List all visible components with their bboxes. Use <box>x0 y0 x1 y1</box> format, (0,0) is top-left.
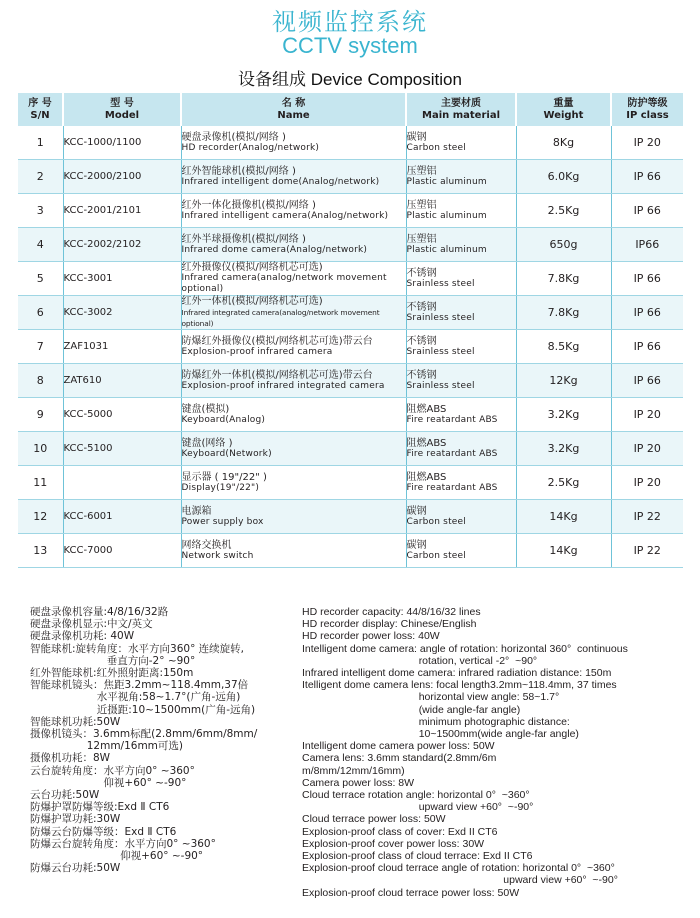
table-row <box>18 194 683 228</box>
material-en: Srainless steel <box>406 278 475 289</box>
page-title-cn: 视频监控系统 <box>272 8 428 36</box>
material-cn: 压塑铝 <box>406 233 437 245</box>
note-line: 防爆云台功耗:50W <box>30 862 121 875</box>
note-line: 硬盘录像机容量:4/8/16/32路 <box>30 606 169 618</box>
cell-weight: 14Kg <box>516 534 611 568</box>
cell-name <box>181 398 406 432</box>
note-line: 12mm/16mm可选) <box>30 740 184 753</box>
cell-material <box>406 466 516 500</box>
note-line: 防爆云台防爆等级：Exd Ⅱ CT6 <box>30 825 177 838</box>
name-cn: 防爆红外摄像仪(模拟/网络机芯可选)带云台 <box>181 335 373 347</box>
material-en: Srainless steel <box>406 346 475 357</box>
name-en: Network switch <box>181 550 254 561</box>
note-line: minimum photographic distance: <box>302 715 570 728</box>
note-line: Explosion-proof cloud terrace power loss: 50W <box>302 886 520 899</box>
cell-weight: 7.8Kg <box>516 262 611 296</box>
cell-weight: 6.0Kg <box>516 160 611 194</box>
cell-ip-class: IP 20 <box>611 398 683 432</box>
cell-model: KCC-3002 <box>63 296 181 330</box>
header-weight: 重量 Weight <box>516 93 611 126</box>
cell-model: KCC-7000 <box>63 534 181 568</box>
table-row <box>18 398 683 432</box>
material-cn: 不锈钢 <box>406 267 437 279</box>
cell-material <box>406 228 516 262</box>
material-cn: 碳钢 <box>406 539 427 551</box>
cell-ip-class: IP 20 <box>611 126 683 160</box>
cell-material <box>406 500 516 534</box>
cell-material <box>406 126 516 160</box>
name-cn: 电源箱 <box>181 505 212 517</box>
cell-name <box>181 500 406 534</box>
cell-model: KCC-2002/2102 <box>63 228 181 262</box>
cell-weight: 2.5Kg <box>516 466 611 500</box>
note-line: 红外智能球机:红外照射距离:150m <box>30 667 194 680</box>
cell-name <box>181 194 406 228</box>
name-en: Infrared camera(analog/network movement optional) <box>181 273 387 294</box>
note-line: horizontal view angle: 58~1.7° <box>302 691 560 704</box>
cell-ip-class: IP 66 <box>611 194 683 228</box>
name-en: Keyboard(Network) <box>181 448 272 459</box>
name-cn: 红外摄像仪(模拟/网络机芯可选) <box>181 262 323 273</box>
name-en: Infrared intelligent camera(Analog/network) <box>181 210 389 221</box>
material-en: Srainless steel <box>406 312 475 323</box>
cell-ip-class: IP 22 <box>611 500 683 534</box>
note-line: Explosion-proof class of cover: Exd II CT6 <box>302 825 498 838</box>
cell-material <box>406 160 516 194</box>
table-row <box>18 466 683 500</box>
note-line: Intelligent dome camera: angle of rotation: horizontal 360° continuous <box>302 642 628 655</box>
table-row <box>18 534 683 568</box>
cell-weight: 3.2Kg <box>516 432 611 466</box>
cell-name <box>181 466 406 500</box>
cell-material <box>406 432 516 466</box>
cell-model <box>63 466 181 500</box>
table-row <box>18 364 683 398</box>
material-en: Plastic aluminum <box>406 176 487 187</box>
cell-material <box>406 194 516 228</box>
material-cn: 压塑铝 <box>406 165 437 177</box>
material-en: Carbon steel <box>406 516 466 527</box>
note-line: m/8mm/12mm/16mm) <box>302 764 405 777</box>
note-line: 防爆护罩功耗:30W <box>30 813 121 826</box>
material-cn: 阻燃ABS <box>406 471 447 483</box>
cell-ip-class: IP 66 <box>611 296 683 330</box>
device-composition-table <box>18 93 683 568</box>
note-line: 智能球机功耗:50W <box>30 715 121 728</box>
cell-ip-class: IP66 <box>611 228 683 262</box>
cell-weight: 650g <box>516 228 611 262</box>
note-line: HD recorder display: Chinese/English <box>302 618 477 631</box>
material-en: Fire reatardant ABS <box>406 414 498 425</box>
material-en: Srainless steel <box>406 380 475 391</box>
note-line: Camera lens: 3.6mm standard(2.8mm/6m <box>302 752 497 765</box>
note-line: 智能球机:旋转角度：水平方向360° 连续旋转, <box>30 642 245 655</box>
cell-material <box>406 330 516 364</box>
cell-ip-class: IP 20 <box>611 432 683 466</box>
note-line: 云台旋转角度：水平方向0° ~360° <box>30 764 195 777</box>
note-line: 硬盘录像机显示:中文/英文 <box>30 618 153 631</box>
cell-ip-class: IP 22 <box>611 534 683 568</box>
cell-material <box>406 296 516 330</box>
cell-name <box>181 364 406 398</box>
cell-sn: 6 <box>18 296 63 330</box>
cell-sn: 2 <box>18 160 63 194</box>
cell-sn: 13 <box>18 534 63 568</box>
cell-model: KCC-5100 <box>63 432 181 466</box>
cell-weight: 2.5Kg <box>516 194 611 228</box>
cell-material <box>406 398 516 432</box>
note-line: 硬盘录像机功耗: 40W <box>30 630 135 643</box>
cell-sn: 3 <box>18 194 63 228</box>
cell-weight: 3.2Kg <box>516 398 611 432</box>
note-line: (wide angle-far angle) <box>302 703 521 716</box>
cell-ip-class: IP 20 <box>611 466 683 500</box>
material-cn: 阻燃ABS <box>406 437 447 449</box>
name-cn: 网络交换机 <box>181 539 232 551</box>
note-line: 防爆云台旋转角度：水平方向0° ~360° <box>30 837 216 850</box>
material-cn: 阻燃ABS <box>406 403 447 415</box>
page-title-en: CCTV system <box>282 33 418 58</box>
material-en: Carbon steel <box>406 142 466 153</box>
notes-chinese <box>30 606 300 874</box>
material-cn: 碳钢 <box>406 131 427 143</box>
header-material: 主要材质 Main material <box>406 93 516 126</box>
material-cn: 碳钢 <box>406 505 427 517</box>
cell-model: KCC-3001 <box>63 262 181 296</box>
cell-name <box>181 228 406 262</box>
table-row <box>18 228 683 262</box>
material-cn: 不锈钢 <box>406 301 437 313</box>
table-row <box>18 432 683 466</box>
name-en: Power supply box <box>181 516 264 527</box>
cell-model: KCC-6001 <box>63 500 181 534</box>
cell-weight: 14Kg <box>516 500 611 534</box>
material-cn: 压塑铝 <box>406 199 437 211</box>
name-en: Explosion-proof infrared camera <box>181 346 333 357</box>
cell-model: KCC-5000 <box>63 398 181 432</box>
name-cn: 红外一体化摄像机(模拟/网络 ) <box>181 199 316 211</box>
note-line: 摄像机功耗：8W <box>30 752 111 765</box>
cell-model: ZAT610 <box>63 364 181 398</box>
note-line: Camera power loss: 8W <box>302 776 415 789</box>
cell-material <box>406 364 516 398</box>
cell-model: ZAF1031 <box>63 330 181 364</box>
cell-sn: 4 <box>18 228 63 262</box>
cell-model: KCC-2000/2100 <box>63 160 181 194</box>
note-line: 垂直方向-2° ~90° <box>30 654 196 667</box>
table-row <box>18 500 683 534</box>
cell-sn: 9 <box>18 398 63 432</box>
material-en: Fire reatardant ABS <box>406 448 498 459</box>
header-model: 型 号 Model <box>63 93 181 126</box>
note-line: 仰视+60° ~-90° <box>30 776 187 789</box>
note-line: 云台功耗:50W <box>30 789 100 802</box>
name-en: Explosion-proof infrared integrated camera <box>181 380 385 391</box>
cell-weight: 8.5Kg <box>516 330 611 364</box>
note-line: Intelligent dome camera power loss: 50W <box>302 740 495 753</box>
note-line: Explosion-proof cloud terrace angle of rotation: horizontal 0° ~360° <box>302 862 615 875</box>
header-ip-class: 防护等级 IP class <box>611 93 683 126</box>
cell-ip-class: IP 66 <box>611 160 683 194</box>
name-cn: 红外智能球机(模拟/网络 ) <box>181 165 296 177</box>
cell-name <box>181 262 406 296</box>
header-name: 名 称 Name <box>181 93 406 126</box>
name-cn: 键盘(网络 ) <box>181 437 233 449</box>
cell-name <box>181 432 406 466</box>
cell-sn: 7 <box>18 330 63 364</box>
section-subtitle: 设备组成 Device Composition <box>238 70 462 89</box>
name-cn: 红外一体机(模拟/网络机芯可选) <box>181 296 323 307</box>
name-en: HD recorder(Analog/network) <box>181 142 320 153</box>
header-sn: 序 号 S/N <box>18 93 63 126</box>
material-en: Carbon steel <box>406 550 466 561</box>
cell-name <box>181 160 406 194</box>
note-line: Explosion-proof class of cloud terrace: Exd II CT6 <box>302 850 533 863</box>
note-line: 近摄距:10~1500mm(广角-远角) <box>30 703 256 716</box>
notes-english <box>302 606 692 899</box>
note-line: 10~1500mm(wide angle-far angle) <box>302 728 579 741</box>
cell-sn: 10 <box>18 432 63 466</box>
note-line: Itelligent dome camera lens: focal length3.2mm~118.4mm, 37 times <box>302 679 617 692</box>
name-en: Display(19"/22") <box>181 482 260 493</box>
material-en: Plastic aluminum <box>406 210 487 221</box>
cell-weight: 12Kg <box>516 364 611 398</box>
cell-sn: 5 <box>18 262 63 296</box>
name-cn: 显示器 ( 19"/22" ) <box>181 471 267 483</box>
table-row <box>18 160 683 194</box>
material-cn: 不锈钢 <box>406 369 437 381</box>
note-line: 智能球机镜头：焦距3.2mm~118.4mm,37倍 <box>30 679 249 692</box>
table-row <box>18 126 683 160</box>
note-line: Explosion-proof cover power loss: 30W <box>302 837 485 850</box>
cell-ip-class: IP 66 <box>611 330 683 364</box>
cell-sn: 1 <box>18 126 63 160</box>
cell-model: KCC-2001/2101 <box>63 194 181 228</box>
name-en: Infrared dome camera(Analog/network) <box>181 244 368 255</box>
cell-model: KCC-1000/1100 <box>63 126 181 160</box>
name-cn: 防爆红外一体机(模拟/网络机芯可选)带云台 <box>181 369 373 381</box>
name-cn: 键盘(模拟) <box>181 403 230 415</box>
name-en: Infrared integrated camera(analog/network movement optional) <box>181 308 380 328</box>
material-cn: 不锈钢 <box>406 335 437 347</box>
cell-ip-class: IP 66 <box>611 262 683 296</box>
cell-material <box>406 534 516 568</box>
note-line: rotation, vertical -2° ~90° <box>302 654 538 667</box>
table-row <box>18 296 683 330</box>
note-line: Cloud terrace rotation angle: horizontal 0° ~360° <box>302 789 530 802</box>
cell-name <box>181 296 406 330</box>
name-cn: 硬盘录像机(模拟/网络 ) <box>181 131 286 143</box>
cell-material <box>406 262 516 296</box>
cell-sn: 8 <box>18 364 63 398</box>
name-cn: 红外半球摄像机(模拟/网络 ) <box>181 233 306 245</box>
cell-weight: 7.8Kg <box>516 296 611 330</box>
note-line: 摄像机镜头：3.6mm标配(2.8mm/6mm/8mm/ <box>30 728 258 741</box>
note-line: upward view +60° ~-90° <box>302 874 618 887</box>
note-line: HD recorder capacity: 44/8/16/32 lines <box>302 606 481 618</box>
note-line: Infrared intelligent dome camera: infrared radiation distance: 150m <box>302 667 612 680</box>
note-line: HD recorder power loss: 40W <box>302 630 440 643</box>
cell-name <box>181 330 406 364</box>
material-en: Plastic aluminum <box>406 244 487 255</box>
cell-ip-class: IP 66 <box>611 364 683 398</box>
cell-sn: 12 <box>18 500 63 534</box>
cell-sn: 11 <box>18 466 63 500</box>
cell-weight: 8Kg <box>516 126 611 160</box>
note-line: Cloud terrace power loss: 50W <box>302 813 446 826</box>
note-line: 仰视+60° ~-90° <box>30 850 204 863</box>
note-line: 防爆护罩防爆等级:Exd Ⅱ CT6 <box>30 801 170 814</box>
cell-name <box>181 126 406 160</box>
cell-name <box>181 534 406 568</box>
note-line: upward view +60° ~-90° <box>302 801 534 814</box>
table-header-row <box>18 93 683 126</box>
name-en: Infrared intelligent dome(Analog/network) <box>181 176 380 187</box>
material-en: Fire reatardant ABS <box>406 482 498 493</box>
table-row <box>18 330 683 364</box>
note-line: 水平视角:58~1.7°(广角-远角) <box>30 691 241 704</box>
table-row <box>18 262 683 296</box>
name-en: Keyboard(Analog) <box>181 414 266 425</box>
